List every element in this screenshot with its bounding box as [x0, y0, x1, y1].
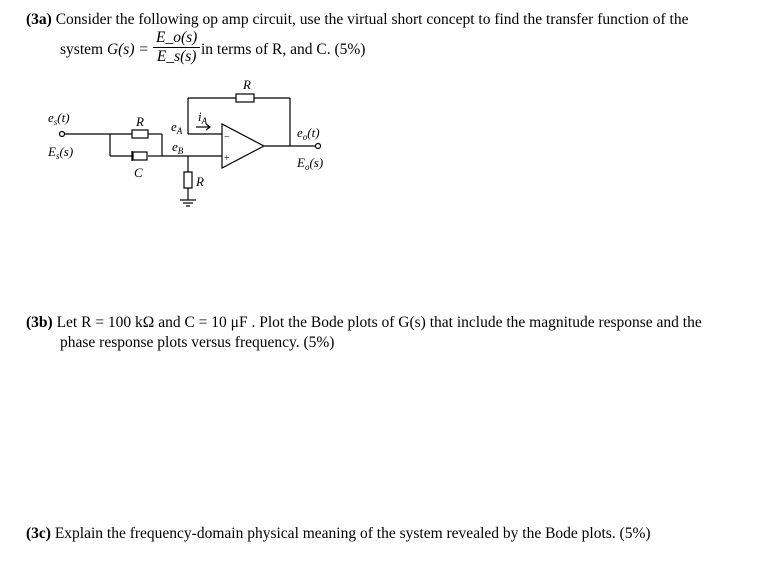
resistor-R-feedback [236, 94, 254, 102]
resistor-R-top [132, 130, 148, 138]
q3b-line1 [26, 313, 702, 333]
q3b-text: Let R = 100 kΩ and C = 10 μF . Plot the Bode plots of G(s) that include the magnitude response and the [56, 314, 702, 331]
label-minus: − [224, 132, 230, 143]
q3a-suffix: in terms of R, and C. (5%) [201, 41, 366, 58]
input-terminal [60, 132, 65, 137]
label-Eo-s: $E_o(s)$ [297, 155, 324, 172]
resistor-R-ground [184, 172, 192, 188]
label-R-feedback: R [243, 77, 251, 92]
label-eB: $e_B$ [172, 139, 184, 156]
q3b-line2: phase response plots versus frequency. (5%) [60, 334, 335, 351]
capacitor-C [133, 152, 147, 160]
q3a-g-expression: G(s) = [106, 41, 149, 58]
q3c-line1 [26, 524, 651, 544]
label-iA: $i_A$ [198, 109, 208, 126]
output-terminal [316, 144, 321, 149]
label-eA: $e_A$ [171, 119, 183, 136]
q3c-label: (3c) [26, 525, 51, 542]
label-Es-s: $E_s(s)$ [48, 144, 74, 161]
label-R-top: R [136, 114, 144, 129]
label-eo-t: $e_o(t)$ [297, 125, 320, 142]
fraction-denominator: E_s(s) [156, 48, 197, 65]
q3a-text: Consider the following op amp circuit, use the virtual short concept to find the transfer function of the [55, 11, 689, 28]
label-es-t: $e_s(t)$ [48, 110, 70, 127]
label-C: C [134, 165, 143, 180]
fraction-numerator: E_o(s) [153, 29, 200, 48]
q3c-text: Explain the frequency-domain physical meaning of the system revealed by the Bode plots. (5%) [54, 525, 651, 542]
q3b-label: (3b) [26, 314, 53, 331]
label-R-ground: R [196, 174, 204, 189]
q3a-system-word: system [60, 41, 104, 58]
label-plus: + [224, 153, 230, 164]
q3a-label: (3a) [26, 11, 52, 28]
